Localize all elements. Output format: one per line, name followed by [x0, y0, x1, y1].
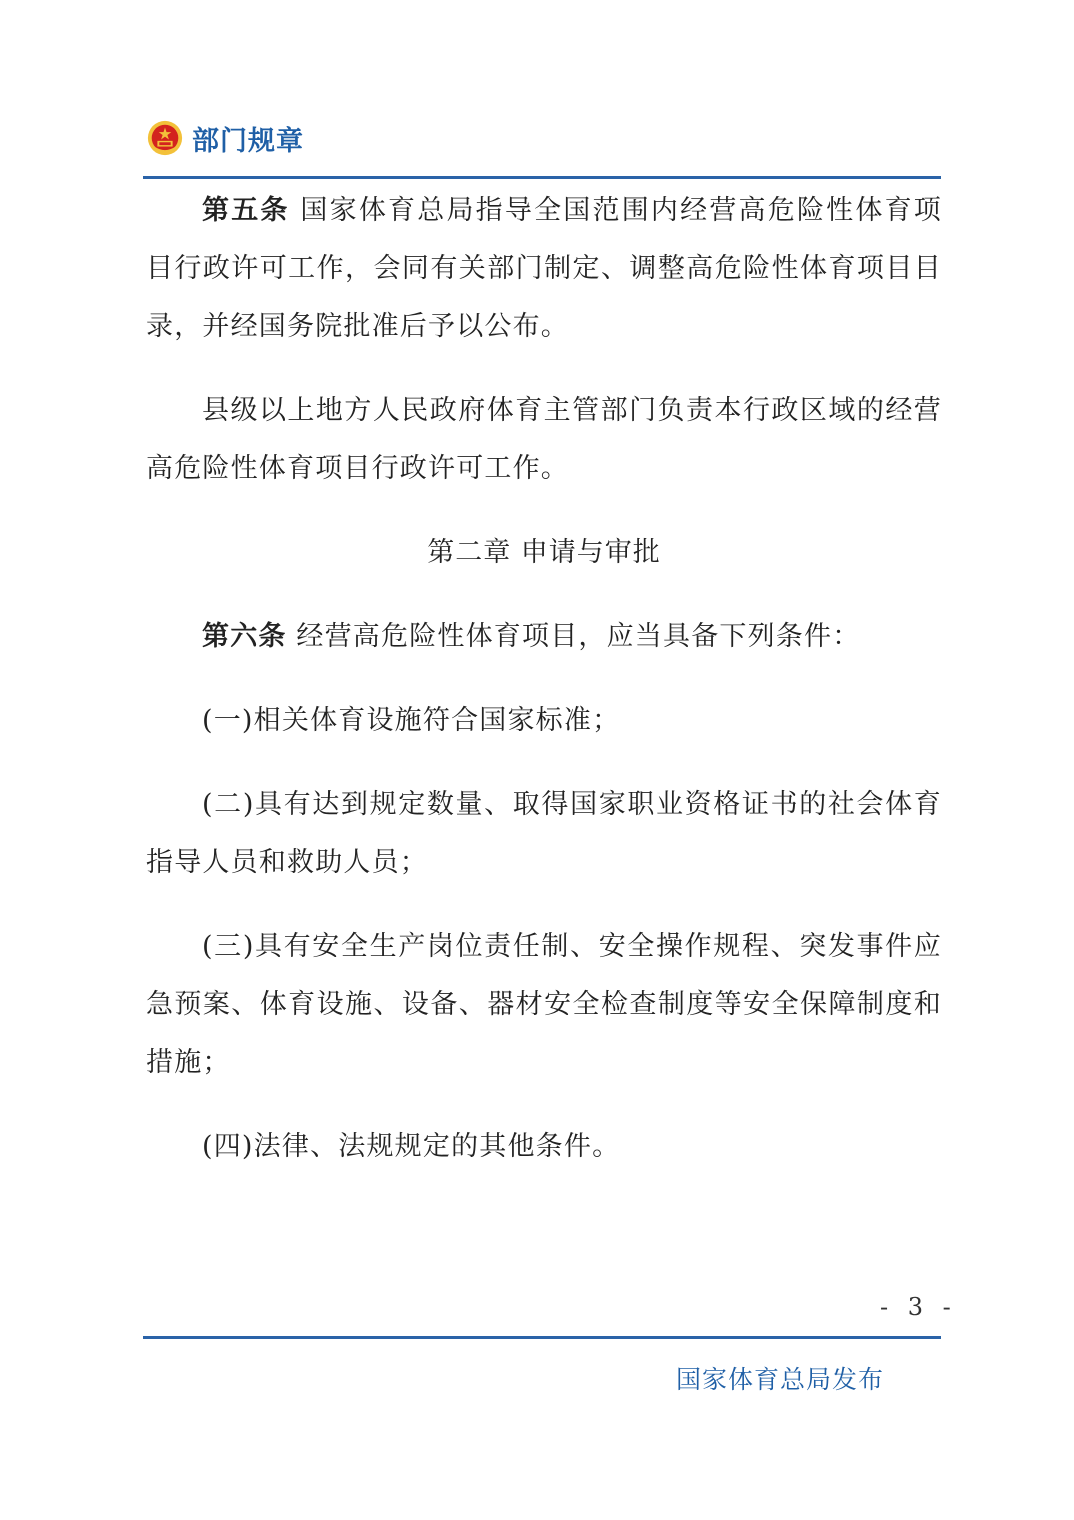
article-6-text: 经营高危险性体育项目，应当具备下列条件：	[296, 621, 861, 652]
footer-divider	[143, 1336, 941, 1339]
article-5-paragraph	[146, 182, 942, 356]
chapter-heading: 第二章 申请与审批	[427, 537, 661, 568]
article-6-item-2: (二)具有达到规定数量、取得国家职业资格证书的社会体育指导人员和救助人员；	[146, 789, 942, 878]
article-6-item-1: (一)相关体育设施符合国家标准；	[202, 705, 621, 736]
page-number: - 3 -	[880, 1293, 957, 1321]
article-6-item-4: (四)法律、法规规定的其他条件。	[202, 1131, 621, 1162]
article-5-paragraph-2: 县级以上地方人民政府体育主管部门负责本行政区域的经营高危险性体育项目行政许可工作。	[146, 395, 942, 484]
article-6-paragraph	[146, 608, 942, 666]
article-6-label: 第六条	[202, 621, 287, 652]
header-divider	[143, 176, 941, 179]
header-title: 部门规章	[192, 125, 304, 157]
article-6-item-3: (三)具有安全生产岗位责任制、安全操作规程、突发事件应急预案、体育设施、设备、器材安全检查制度等安全保障制度和措施；	[146, 931, 942, 1078]
page-header	[146, 116, 304, 160]
article-5-text: 国家体育总局指导全国范围内经营高危险性体育项目行政许可工作，会同有关部门制定、调整高危险性体育项目目录，并经国务院批准后予以公布。	[146, 195, 942, 342]
national-emblem-icon	[146, 119, 184, 157]
article-5-label: 第五条	[202, 195, 290, 226]
document-body	[146, 182, 942, 1202]
publisher-footer: 国家体育总局发布	[676, 1365, 885, 1394]
